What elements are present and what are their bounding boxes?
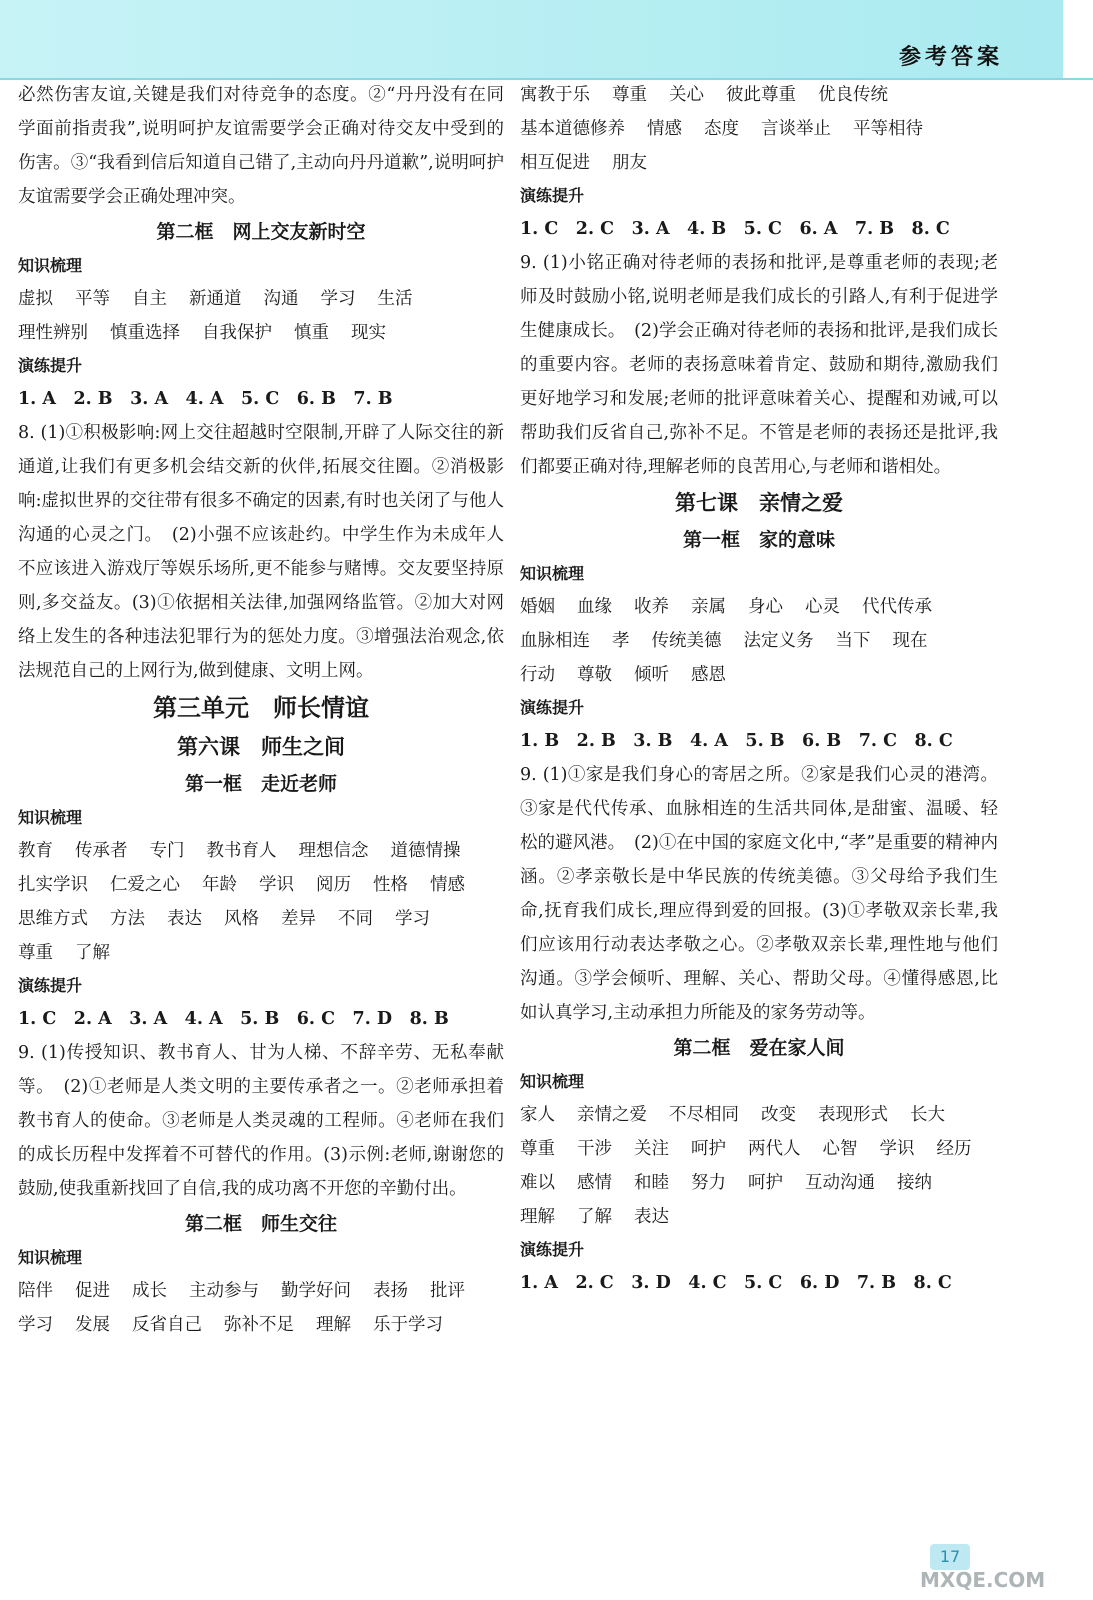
- keyword: 专门: [149, 841, 185, 861]
- page-header: [0, 0, 1093, 80]
- keyword: 法定义务: [743, 631, 814, 651]
- lesson-heading-6: 第六课 师生之间: [177, 735, 345, 759]
- answer-line-love: 1. A 2. C 3. D 4. C 5. C 6. D 7. B 8. C: [520, 1273, 952, 1293]
- keyword: 相互促进: [520, 153, 590, 173]
- keyword: 表现形式: [818, 1105, 888, 1125]
- frame-heading-home: 第一框 家的意味: [682, 529, 835, 551]
- keyword: 关注: [634, 1139, 669, 1159]
- watermark-text: MXQE.COM: [920, 1568, 1046, 1592]
- knowledge-label: 知识梳理: [520, 1072, 585, 1091]
- keyword: 互动沟通: [805, 1173, 875, 1193]
- intro-paragraph: 必然伤害友谊,关键是我们对待竞争的态度。②“丹丹没有在同学面前指责我”,说明呵护友谊需要学会正确对待交友中受到的伤害。③“我看到信后知道自己错了,主动向丹丹道歉”,说明呵护友谊需要学会正确处理冲突。: [18, 85, 504, 207]
- keyword: 血缘: [577, 597, 612, 617]
- practice-label: 演练提升: [18, 976, 83, 995]
- keyword: 乐于学习: [373, 1315, 443, 1335]
- keyword: 弥补不足: [224, 1315, 294, 1335]
- keyword: 成长: [132, 1281, 167, 1301]
- keyword: 慎重选择: [110, 323, 180, 343]
- keyword: 表达: [634, 1207, 669, 1227]
- keyword: 现在: [892, 631, 928, 651]
- keyword: 难以: [520, 1173, 555, 1193]
- keyword: 理解: [316, 1315, 351, 1335]
- keyword: 身心: [748, 597, 783, 617]
- keyword: 尊重: [612, 85, 647, 105]
- knowledge-label: 知识梳理: [520, 564, 585, 583]
- keyword: 长大: [910, 1105, 945, 1125]
- keyword: 学识: [259, 875, 294, 895]
- keyword: 道德情操: [390, 841, 461, 861]
- practice-label: 演练提升: [520, 698, 585, 717]
- keyword: 努力: [691, 1173, 726, 1193]
- keyword: 理性辨别: [18, 323, 88, 343]
- keyword: 沟通: [263, 289, 299, 309]
- keyword: 传统美德: [651, 631, 722, 651]
- keyword: 基本道德修养: [520, 119, 625, 139]
- keyword: 学习: [320, 289, 356, 309]
- keyword: 干涉: [577, 1139, 612, 1159]
- keyword: 朋友: [612, 153, 647, 173]
- frame-heading-teacher: 第一框 走近老师: [184, 773, 337, 795]
- keyword: 虚拟: [18, 289, 53, 309]
- keyword: 主动参与: [189, 1281, 259, 1301]
- keyword: 新通道: [189, 289, 242, 309]
- keyword-list-interact: [18, 1274, 504, 1342]
- keyword: 改变: [761, 1105, 796, 1125]
- keyword: 平等相待: [853, 119, 923, 139]
- keyword: 关心: [669, 85, 704, 105]
- keyword: 发展: [75, 1315, 110, 1335]
- question-8-answer: 8. (1)①积极影响:网上交往超越时空限制,开辟了人际交往的新通道,让我们有更多机会结交新的伙伴,拓展交往圈。②消极影响:虚拟世界的交往带有很多不确定的因素,有时也关闭了与他人沟通的心灵之门。 (2)小强不应该赴约。中学生作为未成年人不应该进入游戏厅等娱乐场所,更不能参与赌博。交友要坚持原则,多交益友。(3)①依据相关法律,加强网络监管。②加大对网络上发生的各种违法犯罪行为的惩处力度。③增强法治观念,依法规范自己的上网行为,做到健康、文明上网。: [18, 423, 504, 681]
- keyword: 呵护: [691, 1139, 726, 1159]
- frame-heading-interact: 第二框 师生交往: [184, 1213, 337, 1235]
- keyword-list-interact-cont: [520, 78, 998, 180]
- header-title: 参考答案: [898, 45, 1003, 70]
- question-9-answer-interact: 9. (1)小铭正确对待老师的表扬和批评,是尊重老师的表现;老师及时鼓励小铭,说明老师是我们成长的引路人,有利于促进学生健康成长。 (2)学会正确对待老师的表扬和批评,是我们成长的重要内容。老师的表扬意味着肯定、鼓励和期待,激励我们更好地学习和发展;老师的批评意味着关心、提醒和劝诫,可以帮助我们反省自己,弥补不足。不管是老师的表扬还是批评,我们都要正确对待,理解老师的良苦用心,与老师和谐相处。: [520, 253, 998, 477]
- knowledge-label: 知识梳理: [18, 808, 83, 827]
- keyword: 了解: [75, 943, 110, 963]
- keyword: 情感: [430, 875, 465, 895]
- keyword: 态度: [704, 119, 739, 139]
- keyword: 教育: [18, 841, 53, 861]
- keyword: 表达: [167, 909, 202, 929]
- keyword: 现实: [351, 323, 386, 343]
- page-number: 17: [930, 1544, 970, 1570]
- keyword: 差异: [281, 909, 316, 929]
- keyword: 孝: [612, 631, 630, 651]
- keyword: 仁爱之心: [110, 875, 180, 895]
- keyword: 阅历: [316, 875, 351, 895]
- frame-heading-net: 第二框 网上交友新时空: [156, 221, 366, 243]
- practice-label: 演练提升: [520, 186, 585, 205]
- keyword: 促进: [75, 1281, 110, 1301]
- keyword: 亲情之爱: [577, 1105, 647, 1125]
- keyword: 言谈举止: [761, 119, 831, 139]
- keyword: 风格: [224, 909, 259, 929]
- keyword: 当下: [835, 631, 871, 651]
- keyword: 心智: [822, 1139, 858, 1159]
- frame-heading-love: 第二框 爱在家人间: [673, 1037, 845, 1059]
- practice-label: 演练提升: [18, 356, 83, 375]
- keyword: 平等: [75, 289, 110, 309]
- keyword: 行动: [520, 665, 555, 685]
- keyword: 勤学好问: [281, 1281, 351, 1301]
- keyword-list-love: [520, 1098, 998, 1234]
- keyword: 批评: [430, 1281, 465, 1301]
- keyword-list-home: [520, 590, 998, 692]
- keyword: 和睦: [634, 1173, 669, 1193]
- keyword: 教书育人: [206, 841, 277, 861]
- keyword: 尊敬: [577, 665, 612, 685]
- keyword-list-teacher: [18, 834, 504, 970]
- keyword: 情感: [647, 119, 682, 139]
- question-9-answer-teacher: 9. (1)传授知识、教书育人、甘为人梯、不辞辛劳、无私奉献等。 (2)①老师是人类文明的主要传承者之一。②老师承担着教书育人的使命。③老师是人类灵魂的工程师。④老师在我们的成长历程中发挥着不可替代的作用。(3)示例:老师,谢谢您的鼓励,使我重新找回了自信,我的成功离不开您的辛勤付出。: [18, 1043, 504, 1199]
- keyword: 不同: [338, 909, 373, 929]
- keyword: 收养: [634, 597, 669, 617]
- keyword: 经历: [936, 1139, 972, 1159]
- keyword: 婚姻: [520, 597, 555, 617]
- keyword: 年龄: [202, 875, 237, 895]
- keyword: 学习: [395, 909, 430, 929]
- keyword: 理解: [520, 1207, 555, 1227]
- unit-heading: 第三单元 师长情谊: [153, 694, 369, 722]
- keyword: 呵护: [748, 1173, 783, 1193]
- keyword: 血脉相连: [520, 631, 590, 651]
- keyword: 接纳: [897, 1173, 932, 1193]
- answer-line-interact: 1. C 2. C 3. A 4. B 5. C 6. A 7. B 8. C: [520, 219, 950, 239]
- answer-line-net: 1. A 2. B 3. A 4. A 5. C 6. B 7. B: [18, 389, 393, 409]
- right-column: [520, 78, 998, 1300]
- keyword: 家人: [520, 1105, 555, 1125]
- keyword: 倾听: [634, 665, 669, 685]
- keyword: 尊重: [520, 1139, 555, 1159]
- lesson-heading-7: 第七课 亲情之爱: [675, 491, 843, 515]
- keyword: 性格: [373, 875, 408, 895]
- keyword: 尊重: [18, 943, 53, 963]
- answer-line-home: 1. B 2. B 3. B 4. A 5. B 6. B 7. C 8. C: [520, 731, 953, 751]
- keyword: 寓教于乐: [520, 85, 590, 105]
- knowledge-label: 知识梳理: [18, 256, 83, 275]
- keyword: 方法: [110, 909, 145, 929]
- keyword: 反省自己: [132, 1315, 202, 1335]
- keyword: 了解: [577, 1207, 612, 1227]
- keyword: 感恩: [691, 665, 726, 685]
- keyword: 自主: [132, 289, 167, 309]
- keyword: 不尽相同: [669, 1105, 739, 1125]
- keyword: 陪伴: [18, 1281, 53, 1301]
- keyword: 两代人: [748, 1139, 801, 1159]
- keyword: 优良传统: [818, 85, 888, 105]
- keyword: 学习: [18, 1315, 53, 1335]
- knowledge-label: 知识梳理: [18, 1248, 83, 1267]
- header-edge: [1063, 0, 1093, 78]
- keyword: 理想信念: [298, 841, 369, 861]
- keyword: 心灵: [805, 597, 840, 617]
- keyword: 慎重: [294, 323, 329, 343]
- keyword: 表扬: [373, 1281, 408, 1301]
- keyword: 生活: [377, 289, 413, 309]
- keyword: 扎实学识: [18, 875, 88, 895]
- keyword: 学识: [879, 1139, 915, 1159]
- practice-label: 演练提升: [520, 1240, 585, 1259]
- keyword: 彼此尊重: [726, 85, 796, 105]
- left-column: [18, 78, 504, 1342]
- keyword: 代代传承: [862, 597, 932, 617]
- keyword: 感情: [577, 1173, 612, 1193]
- keyword: 传承者: [75, 841, 128, 861]
- keyword-list-net: [18, 282, 504, 350]
- keyword: 自我保护: [202, 323, 272, 343]
- keyword: 思维方式: [18, 909, 88, 929]
- keyword: 亲属: [691, 597, 726, 617]
- answer-line-teacher: 1. C 2. A 3. A 4. A 5. B 6. C 7. D 8. B: [18, 1009, 449, 1029]
- question-9-answer-home: 9. (1)①家是我们身心的寄居之所。②家是我们心灵的港湾。③家是代代传承、血脉相连的生活共同体,是甜蜜、温暖、轻松的避风港。 (2)①在中国的家庭文化中,“孝”是重要的精神内涵。②孝亲敬长是中华民族的传统美德。③父母给予我们生命,抚育我们成长,理应得到爱的回报。(3)①孝敬双亲长辈,我们应该用行动表达孝敬之心。②孝敬双亲长辈,理性地与他们沟通。③学会倾听、理解、关心、帮助父母。④懂得感恩,比如认真学习,主动承担力所能及的家务劳动等。: [520, 765, 998, 1023]
